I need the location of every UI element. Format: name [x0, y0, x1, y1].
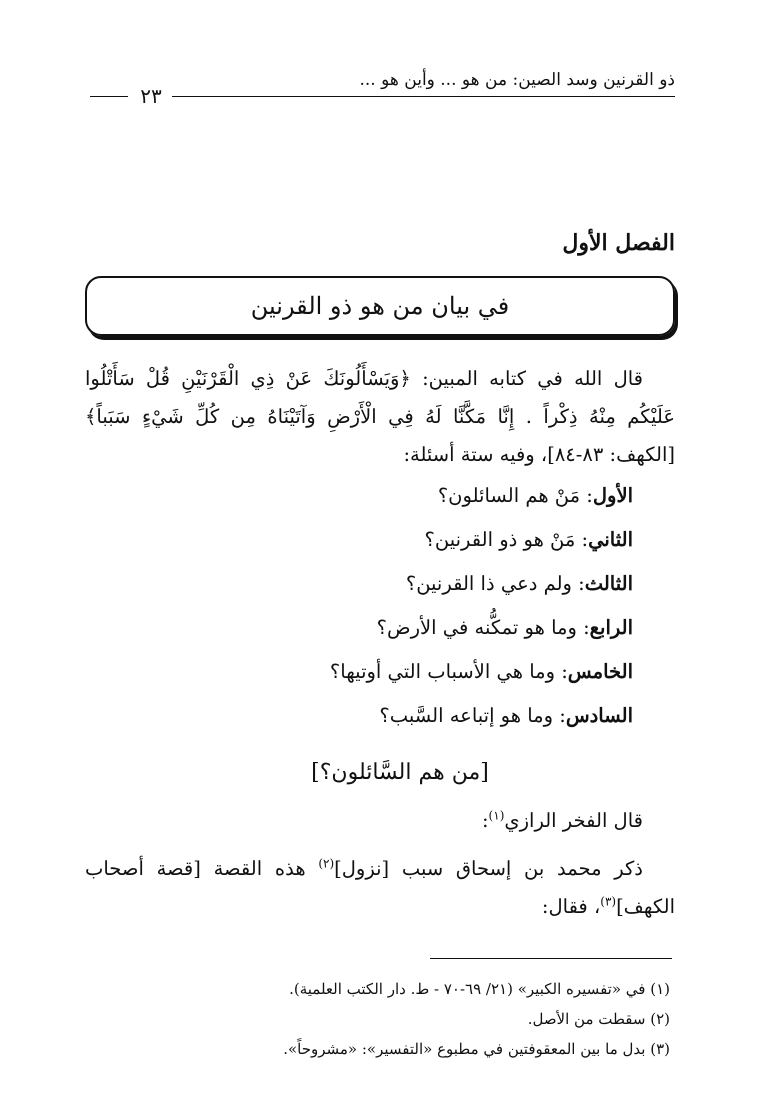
- question-label: الأول: [592, 484, 633, 507]
- razi-paragraph: [85, 802, 675, 840]
- razi-tail: :: [481, 809, 489, 832]
- page-number: ٢٣: [140, 84, 162, 108]
- question-item: [85, 474, 633, 518]
- razi-text: قال الفخر الرازي: [504, 809, 643, 832]
- header-rule: [172, 96, 675, 97]
- narration-part1: ذكر محمد بن إسحاق سبب [نزول]: [334, 857, 643, 880]
- question-item: [85, 694, 633, 738]
- section-title: في بيان من هو ذو القرنين: [250, 292, 510, 320]
- chapter-label: الفصل الأول: [562, 230, 675, 256]
- running-header: [90, 62, 675, 106]
- footnote-marker: (٣): [600, 894, 617, 909]
- footnote-marker: (١): [488, 808, 505, 823]
- narration-part3: ، فقال:: [541, 895, 601, 918]
- footnote: (١) في «تفسيره الكبير» (٢١/ ٦٩-٧٠ - ط. دار الكتب العلمية).: [289, 980, 670, 998]
- question-label: الثالث: [584, 572, 633, 595]
- question-item: [85, 650, 633, 694]
- body-text: [85, 360, 675, 926]
- question-label: الرابع: [589, 616, 633, 639]
- question-text: : مَنْ هو ذو القرنين؟: [424, 528, 589, 551]
- question-label: الخامس: [567, 660, 633, 683]
- header-title: ذو القرنين وسد الصين: من هو ... وأين هو ...: [359, 70, 675, 90]
- header-rule-short: [90, 96, 128, 97]
- question-text: : وما هو تمكُّنه في الأرض؟: [376, 616, 590, 639]
- question-item: [85, 562, 633, 606]
- question-text: : ولم دعي ذا القرنين؟: [405, 572, 585, 595]
- section-title-box: [85, 276, 675, 336]
- narration-part2: هذه القصة [قصة أصحاب الكهف]: [85, 857, 675, 918]
- intro-paragraph: قال الله في كتابه المبين: ﴿وَيَسْأَلُونَكَ عَنْ ذِي الْقَرْنَيْنِ قُلْ سَأَتْلُوا عَلَيْكُم مِنْهُ ذِكْراً . إِنَّا مَكَّنَّا لَهُ فِي الْأَرْضِ وَآتَيْنَاهُ مِن كُلِّ شَيْءٍ سَبَباً﴾ [الكهف: ٨٣-٨٤]، وفيه ستة أسئلة:: [85, 367, 675, 466]
- question-text: : وما هي الأسباب التي أوتيها؟: [329, 660, 568, 683]
- question-text: : وما هو إتباعه السَّبب؟: [379, 704, 566, 727]
- question-text: : مَنْ هم السائلون؟: [437, 484, 593, 507]
- question-label: السادس: [565, 704, 633, 727]
- footnote: (٢) سقطت من الأصل.: [527, 1010, 670, 1028]
- question-label: الثاني: [588, 528, 633, 551]
- footnote: (٣) بدل ما بين المعقوفتين في مطبوع «التفسير»: «مشروحاً».: [283, 1040, 670, 1058]
- footnote-separator: [430, 958, 672, 959]
- question-item: [85, 518, 633, 562]
- question-item: [85, 606, 633, 650]
- subheading: [من هم السَّائلون؟]: [311, 760, 489, 785]
- narration-paragraph: [85, 850, 675, 926]
- footnotes: [85, 975, 670, 1065]
- footnote-marker: (٢): [318, 856, 335, 871]
